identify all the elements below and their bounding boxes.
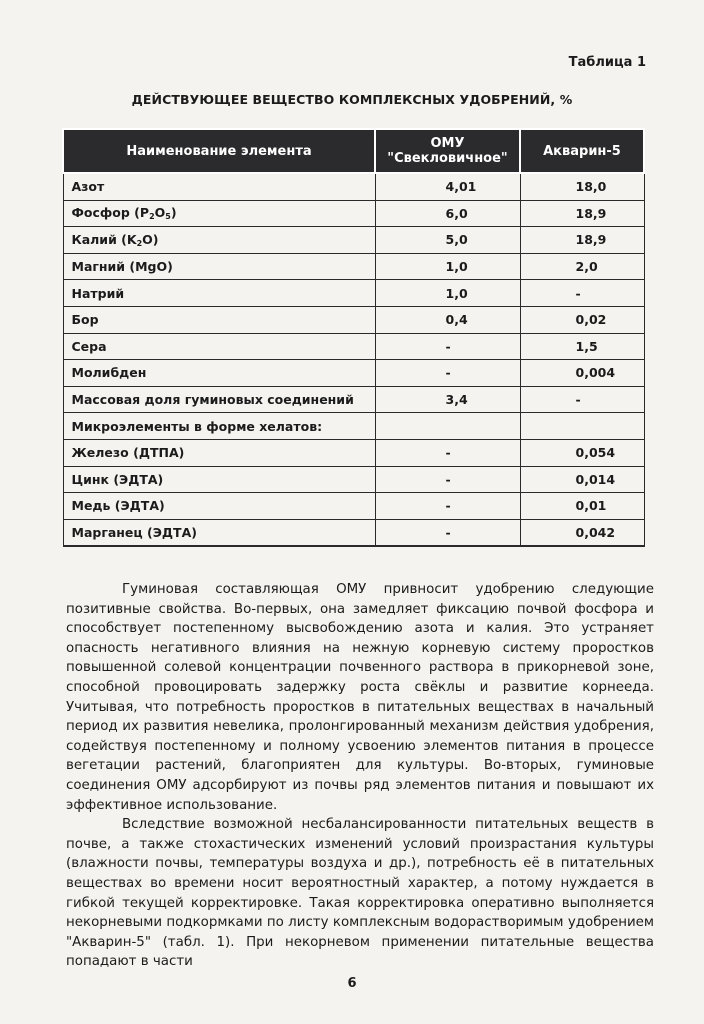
row-omu-value: 1,0 bbox=[375, 280, 520, 307]
row-akvarin-value: 0,014 bbox=[520, 466, 644, 493]
row-omu-value: 1,0 bbox=[375, 253, 520, 280]
header-omu-line1: ОМУ bbox=[430, 136, 465, 151]
row-name: Бор bbox=[63, 306, 375, 333]
row-name: Цинк (ЭДТА) bbox=[63, 466, 375, 493]
paragraph: Гуминовая составляющая ОМУ привносит удобрению следующие позитивные свойства. Во-первых, она замедляет фиксацию почвой фосфора и способствует постепенному высвобождению азота и калия. Это устраняет опасность негативного влияния на нежную корневую систему проростков повышенной солевой концентрации почвенного раствора в прикорневой зоне, способной провоцировать задержку роста свёклы и развитие корнееда. Учитывая, что потребность проростков в питательных веществах в начальный период их развития невелика, пролонгированный механизм действия удобрения, содействуя постепенному и полному усвоению элементов питания в процессе вегетации растений, благоприятен для культуры. Во-вторых, гуминовые соединения ОМУ адсорбируют из почвы ряд элементов питания и повышают их эффективное использование. bbox=[66, 582, 654, 813]
table-row bbox=[63, 439, 644, 466]
table-row bbox=[63, 306, 644, 333]
table-row bbox=[63, 386, 644, 413]
row-omu-value: 6,0 bbox=[375, 200, 520, 227]
table-row bbox=[63, 413, 644, 440]
row-omu-value: - bbox=[375, 466, 520, 493]
row-akvarin-value: - bbox=[520, 386, 644, 413]
row-akvarin-value: 0,054 bbox=[520, 439, 644, 466]
row-omu-value: 0,4 bbox=[375, 306, 520, 333]
header-omu bbox=[375, 129, 520, 173]
table-row bbox=[63, 333, 644, 360]
paragraph: Вследствие возможной несбалансированности питательных веществ в почве, а также стохастических изменений условий произрастания культуры (влажности почвы, температуры воздуха и др.), потребность её в питательных веществах во времени носит вероятностный характер, а потому нуждается в гибкой текущей корректировке. Такая корректировка оперативно выполняется некорневыми подкормками по листу комплексным водорастворимым удобрением "Акварин-5" (табл. 1). При некорневом применении питательные вещества попадают в части bbox=[66, 817, 654, 970]
row-omu-value: 4,01 bbox=[375, 173, 520, 200]
row-omu-value: - bbox=[375, 519, 520, 546]
row-akvarin-value: 18,9 bbox=[520, 200, 644, 227]
row-akvarin-value: 0,02 bbox=[520, 306, 644, 333]
row-name: Марганец (ЭДТА) bbox=[63, 519, 375, 546]
row-akvarin-value: 18,0 bbox=[520, 173, 644, 200]
table-row bbox=[63, 519, 644, 546]
row-name: Натрий bbox=[63, 280, 375, 307]
table-row bbox=[63, 493, 644, 520]
row-name: Азот bbox=[63, 173, 375, 200]
row-name: Медь (ЭДТА) bbox=[63, 493, 375, 520]
body-text bbox=[66, 580, 654, 972]
row-akvarin-value: 2,0 bbox=[520, 253, 644, 280]
row-akvarin-value: 1,5 bbox=[520, 333, 644, 360]
header-omu-line2: "Свекловичное" bbox=[387, 151, 508, 166]
row-omu-value: - bbox=[375, 439, 520, 466]
row-omu-value: 5,0 bbox=[375, 227, 520, 254]
row-name: Калий $(K_2O)$ bbox=[63, 227, 375, 254]
row-akvarin-value: 0,004 bbox=[520, 360, 644, 387]
row-omu-value: 3,4 bbox=[375, 386, 520, 413]
table-title: ДЕЙСТВУЮЩЕЕ ВЕЩЕСТВО КОМПЛЕКСНЫХ УДОБРЕНИЙ, % bbox=[131, 92, 573, 107]
table-row bbox=[63, 227, 644, 254]
table-number: Таблица 1 bbox=[568, 55, 646, 70]
row-name: Сера bbox=[63, 333, 375, 360]
table-row bbox=[63, 200, 644, 227]
row-akvarin-value: - bbox=[520, 280, 644, 307]
row-omu-value: - bbox=[375, 333, 520, 360]
row-omu-value bbox=[375, 413, 520, 440]
header-element-name: Наименование элемента bbox=[63, 129, 375, 173]
table-row bbox=[63, 173, 644, 200]
row-name: Фосфор $(P_2O_5)$ bbox=[63, 200, 375, 227]
row-name: Молибден bbox=[63, 360, 375, 387]
page-number: 6 bbox=[347, 976, 357, 991]
table-row bbox=[63, 280, 644, 307]
row-akvarin-value bbox=[520, 413, 644, 440]
row-name: Магний (MgO) bbox=[63, 253, 375, 280]
header-akvarin: Акварин-5 bbox=[520, 129, 644, 173]
table-row bbox=[63, 466, 644, 493]
row-akvarin-value: 0,01 bbox=[520, 493, 644, 520]
row-name: Микроэлементы в форме хелатов: bbox=[63, 413, 375, 440]
table-header-row bbox=[63, 129, 644, 173]
row-akvarin-value: 0,042 bbox=[520, 519, 644, 546]
composition-table bbox=[62, 128, 645, 547]
row-name: Массовая доля гуминовых соединений bbox=[63, 386, 375, 413]
row-omu-value: - bbox=[375, 360, 520, 387]
table-row bbox=[63, 360, 644, 387]
row-name: Железо (ДТПА) bbox=[63, 439, 375, 466]
row-omu-value: - bbox=[375, 493, 520, 520]
row-akvarin-value: 18,9 bbox=[520, 227, 644, 254]
table-row bbox=[63, 253, 644, 280]
